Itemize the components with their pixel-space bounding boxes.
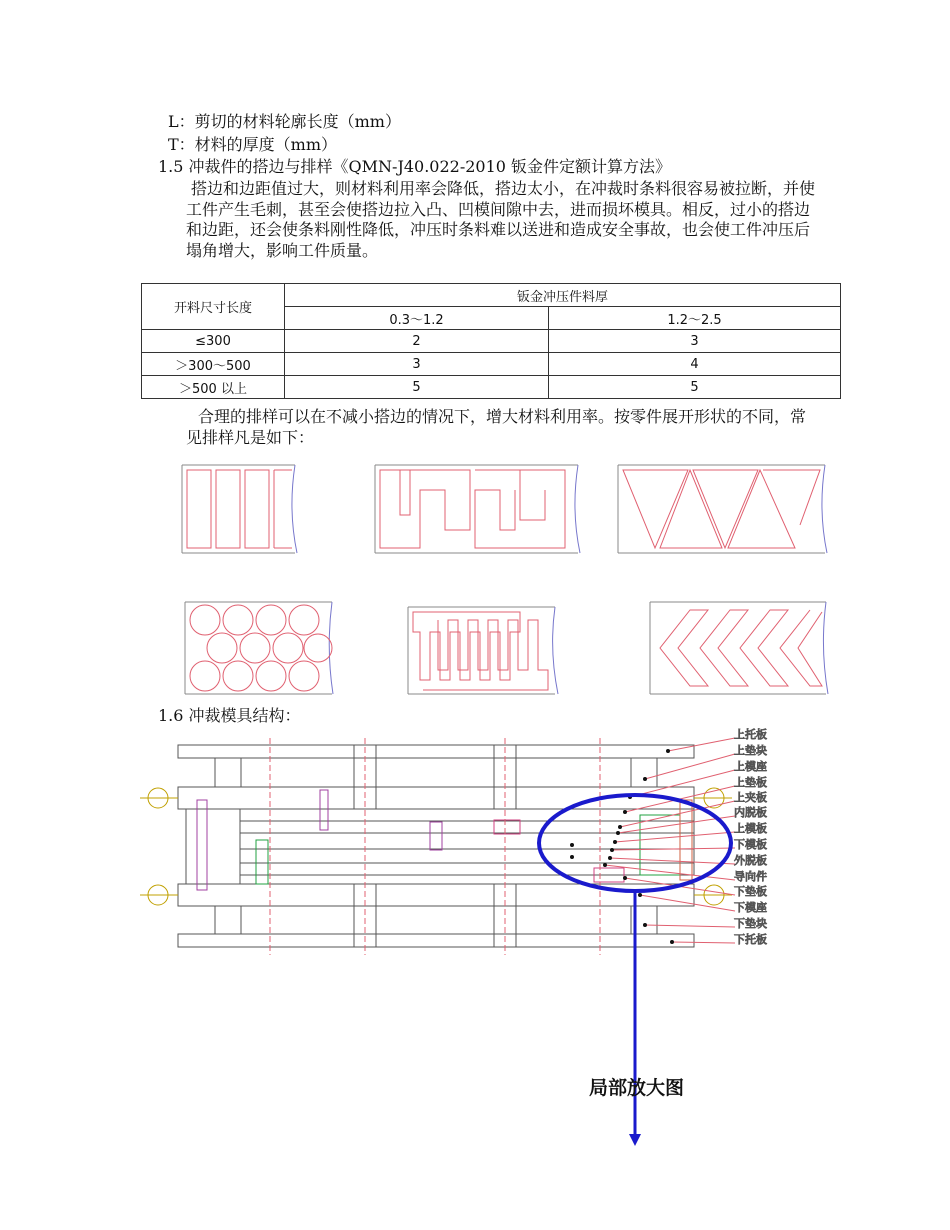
label-lower-die-plate: 下模板 [734,838,767,851]
label-lower-spacer-block: 下垫块 [734,917,767,930]
die-part-labels [734,728,767,946]
margin-table [141,283,841,399]
strip-layout-comb [408,607,558,694]
label-inner-stripper: 内脱板 [734,806,767,819]
t-definition: T：材料的厚度（mm） [168,135,338,154]
col-header-2: 1.2～2.5 [549,307,841,330]
label-upper-die-seat: 上模座 [734,760,767,773]
label-upper-clamp-plate: 上夹板 [734,791,767,804]
strip-layout-triangles [618,465,827,553]
cell-length: ≤300 [142,330,285,353]
label-lower-die-seat: 下模座 [734,901,767,914]
label-upper-support-plate: 上托板 [734,728,767,741]
section-1-5-heading: 1.5 冲裁件的搭边与排样《QMN-J40.022-2010 钣金件定额计算方法》 [158,157,672,176]
cell-value: 2 [285,330,549,353]
label-upper-die-plate: 上模板 [734,822,767,835]
cell-value: 5 [549,376,841,399]
die-structure-drawing [0,728,950,958]
table-row [142,353,841,376]
cell-length: ＞500 以上 [142,376,285,399]
cell-value: 5 [285,376,549,399]
paragraph-margin: 搭边和边距值过大，则材料利用率会降低，搭边太小，在冲裁时条料很容易被拉断，并使工件产生毛刺，甚至会使搭边拉入凸、凹模间隙中去，进而损坏模具。相反，过小的搭边和边距，还会使条料刚性降低，冲压时条料难以送进和造成安全事故，也会使工件冲压后塌角增大，影响工件质量。 [186,179,816,260]
paragraph-layout: 合理的排样可以在不减小搭边的情况下，增大材料利用率。按零件展开形状的不同，常见排样凡是如下： [186,407,807,447]
col-header-1: 0.3～1.2 [285,307,549,330]
label-upper-backing-plate: 上垫板 [734,776,767,789]
label-guide-part: 导向件 [734,870,767,883]
strip-layout-circles [185,602,333,694]
strip-layout-u-shapes [375,465,580,553]
cell-value: 3 [549,330,841,353]
cell-value: 4 [549,353,841,376]
strip-layout-rectangles [182,465,297,553]
cell-length: ＞300～500 [142,353,285,376]
zoom-arrow [620,888,650,1150]
group-header: 钣金冲压件料厚 [285,284,841,307]
table-row [142,330,841,353]
label-outer-stripper: 外脱板 [734,854,767,867]
row-header: 开料尺寸长度 [142,284,285,330]
nesting-diagrams [0,455,950,705]
label-lower-support-plate: 下托板 [734,933,767,946]
table-row [142,376,841,399]
callout-label: 局部放大图 [589,1077,685,1099]
cell-value: 3 [285,353,549,376]
section-1-6-heading: 1.6 冲裁模具结构： [158,706,301,725]
label-upper-spacer-block: 上垫块 [734,744,767,757]
l-definition: L：剪切的材料轮廓长度（mm） [168,112,401,131]
strip-layout-chevrons [650,602,828,694]
label-lower-backing-plate: 下垫板 [734,885,767,898]
